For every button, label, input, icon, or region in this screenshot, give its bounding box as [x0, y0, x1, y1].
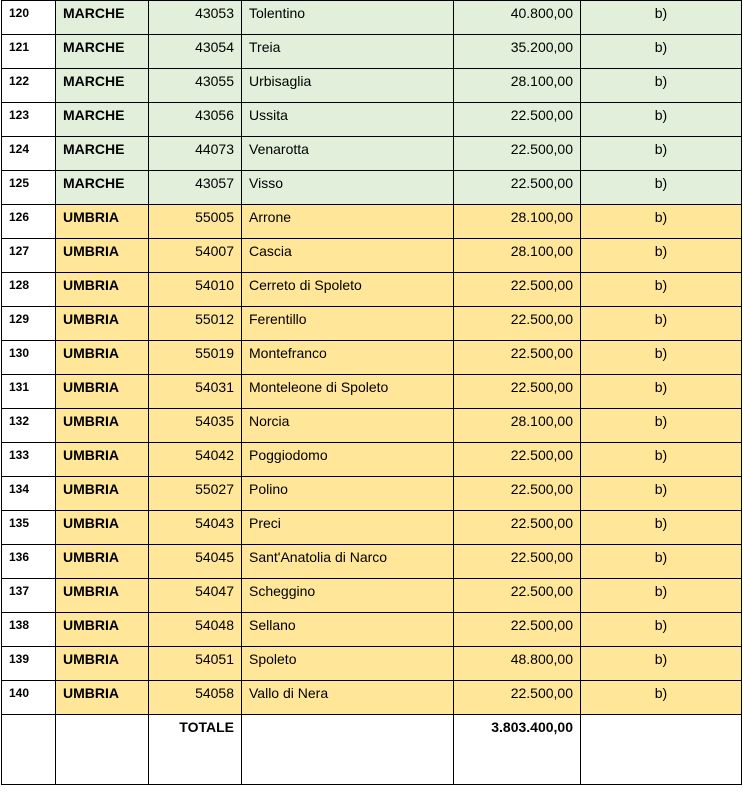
comune-cell: Poggiodomo — [242, 443, 454, 477]
comune-cell: Cerreto di Spoleto — [242, 273, 454, 307]
table-row — [2, 35, 742, 69]
region-cell: UMBRIA — [56, 375, 149, 409]
row-number: 139 — [2, 647, 56, 681]
comune-cell: Ferentillo — [242, 307, 454, 341]
type-cell: b) — [581, 443, 742, 477]
table-row — [2, 103, 742, 137]
region-cell: UMBRIA — [56, 205, 149, 239]
amount-cell: 22.500,00 — [454, 307, 581, 341]
total-num-cell — [2, 715, 56, 785]
type-cell: b) — [581, 307, 742, 341]
row-number: 127 — [2, 239, 56, 273]
amount-cell: 22.500,00 — [454, 477, 581, 511]
table-row — [2, 307, 742, 341]
comune-cell: Monteleone di Spoleto — [242, 375, 454, 409]
table-row — [2, 511, 742, 545]
comune-cell: Vallo di Nera — [242, 681, 454, 715]
amount-cell: 22.500,00 — [454, 579, 581, 613]
region-cell: MARCHE — [56, 137, 149, 171]
type-cell: b) — [581, 239, 742, 273]
region-cell: UMBRIA — [56, 681, 149, 715]
istat-code-cell: 55027 — [149, 477, 242, 511]
table-row — [2, 375, 742, 409]
type-cell: b) — [581, 205, 742, 239]
row-number: 138 — [2, 613, 56, 647]
amount-cell: 22.500,00 — [454, 545, 581, 579]
istat-code-cell: 54010 — [149, 273, 242, 307]
region-cell: UMBRIA — [56, 613, 149, 647]
table-row — [2, 205, 742, 239]
istat-code-cell: 54047 — [149, 579, 242, 613]
istat-code-cell: 54051 — [149, 647, 242, 681]
table-row — [2, 579, 742, 613]
total-amount: 3.803.400,00 — [454, 715, 581, 785]
type-cell: b) — [581, 409, 742, 443]
row-number: 131 — [2, 375, 56, 409]
type-cell: b) — [581, 511, 742, 545]
istat-code-cell: 43057 — [149, 171, 242, 205]
type-cell: b) — [581, 579, 742, 613]
row-number: 124 — [2, 137, 56, 171]
amount-cell: 28.100,00 — [454, 239, 581, 273]
istat-code-cell: 54035 — [149, 409, 242, 443]
region-cell: MARCHE — [56, 103, 149, 137]
row-number: 130 — [2, 341, 56, 375]
table-row — [2, 613, 742, 647]
table-row — [2, 273, 742, 307]
region-cell: UMBRIA — [56, 341, 149, 375]
table-row — [2, 681, 742, 715]
table-row — [2, 1, 742, 35]
total-region-cell — [56, 715, 149, 785]
region-cell: UMBRIA — [56, 545, 149, 579]
amount-cell: 28.100,00 — [454, 409, 581, 443]
region-cell: MARCHE — [56, 35, 149, 69]
table-row — [2, 239, 742, 273]
row-number: 125 — [2, 171, 56, 205]
total-type-cell — [581, 715, 742, 785]
total-comune-cell — [242, 715, 454, 785]
row-number: 132 — [2, 409, 56, 443]
row-number: 134 — [2, 477, 56, 511]
type-cell: b) — [581, 171, 742, 205]
region-cell: MARCHE — [56, 171, 149, 205]
comune-cell: Urbisaglia — [242, 69, 454, 103]
comune-cell: Norcia — [242, 409, 454, 443]
amount-cell: 22.500,00 — [454, 137, 581, 171]
istat-code-cell: 44073 — [149, 137, 242, 171]
table-row — [2, 443, 742, 477]
type-cell: b) — [581, 375, 742, 409]
comune-cell: Spoleto — [242, 647, 454, 681]
type-cell: b) — [581, 545, 742, 579]
comune-cell: Montefranco — [242, 341, 454, 375]
region-cell: UMBRIA — [56, 239, 149, 273]
type-cell: b) — [581, 681, 742, 715]
type-cell: b) — [581, 273, 742, 307]
row-number: 136 — [2, 545, 56, 579]
row-number: 135 — [2, 511, 56, 545]
amount-cell: 35.200,00 — [454, 35, 581, 69]
amount-cell: 22.500,00 — [454, 171, 581, 205]
amount-cell: 22.500,00 — [454, 681, 581, 715]
istat-code-cell: 55019 — [149, 341, 242, 375]
region-cell: UMBRIA — [56, 273, 149, 307]
table-row — [2, 545, 742, 579]
region-cell: UMBRIA — [56, 511, 149, 545]
comune-cell: Treia — [242, 35, 454, 69]
amount-cell: 22.500,00 — [454, 341, 581, 375]
region-cell: UMBRIA — [56, 409, 149, 443]
amount-cell: 22.500,00 — [454, 103, 581, 137]
row-number: 140 — [2, 681, 56, 715]
table-row — [2, 171, 742, 205]
comune-cell: Polino — [242, 477, 454, 511]
type-cell: b) — [581, 477, 742, 511]
comune-cell: Arrone — [242, 205, 454, 239]
istat-code-cell: 43056 — [149, 103, 242, 137]
type-cell: b) — [581, 137, 742, 171]
type-cell: b) — [581, 1, 742, 35]
amount-cell: 22.500,00 — [454, 511, 581, 545]
comune-cell: Sant'Anatolia di Narco — [242, 545, 454, 579]
row-number: 120 — [2, 1, 56, 35]
comune-cell: Visso — [242, 171, 454, 205]
amount-cell: 28.100,00 — [454, 69, 581, 103]
comune-cell: Preci — [242, 511, 454, 545]
amount-cell: 40.800,00 — [454, 1, 581, 35]
istat-code-cell: 55012 — [149, 307, 242, 341]
table-row — [2, 341, 742, 375]
region-cell: MARCHE — [56, 1, 149, 35]
row-number: 126 — [2, 205, 56, 239]
region-cell: UMBRIA — [56, 307, 149, 341]
amount-cell: 22.500,00 — [454, 375, 581, 409]
row-number: 133 — [2, 443, 56, 477]
region-cell: MARCHE — [56, 69, 149, 103]
istat-code-cell: 43055 — [149, 69, 242, 103]
table-row — [2, 647, 742, 681]
type-cell: b) — [581, 69, 742, 103]
istat-code-cell: 43053 — [149, 1, 242, 35]
istat-code-cell: 54031 — [149, 375, 242, 409]
amount-cell: 28.100,00 — [454, 205, 581, 239]
amount-cell: 22.500,00 — [454, 443, 581, 477]
funding-table — [1, 0, 742, 785]
comune-cell: Scheggino — [242, 579, 454, 613]
row-number: 129 — [2, 307, 56, 341]
row-number: 121 — [2, 35, 56, 69]
region-cell: UMBRIA — [56, 579, 149, 613]
istat-code-cell: 55005 — [149, 205, 242, 239]
amount-cell: 48.800,00 — [454, 647, 581, 681]
total-label: TOTALE — [149, 715, 242, 785]
istat-code-cell: 54058 — [149, 681, 242, 715]
table-row — [2, 477, 742, 511]
table-row — [2, 69, 742, 103]
row-number: 137 — [2, 579, 56, 613]
region-cell: UMBRIA — [56, 647, 149, 681]
comune-cell: Ussita — [242, 103, 454, 137]
type-cell: b) — [581, 103, 742, 137]
istat-code-cell: 54045 — [149, 545, 242, 579]
amount-cell: 22.500,00 — [454, 273, 581, 307]
istat-code-cell: 54048 — [149, 613, 242, 647]
type-cell: b) — [581, 647, 742, 681]
istat-code-cell: 43054 — [149, 35, 242, 69]
row-number: 128 — [2, 273, 56, 307]
table-row — [2, 409, 742, 443]
region-cell: UMBRIA — [56, 443, 149, 477]
type-cell: b) — [581, 341, 742, 375]
istat-code-cell: 54042 — [149, 443, 242, 477]
row-number: 122 — [2, 69, 56, 103]
region-cell: UMBRIA — [56, 477, 149, 511]
istat-code-cell: 54043 — [149, 511, 242, 545]
comune-cell: Cascia — [242, 239, 454, 273]
comune-cell: Venarotta — [242, 137, 454, 171]
comune-cell: Tolentino — [242, 1, 454, 35]
type-cell: b) — [581, 613, 742, 647]
comune-cell: Sellano — [242, 613, 454, 647]
type-cell: b) — [581, 35, 742, 69]
amount-cell: 22.500,00 — [454, 613, 581, 647]
table-row — [2, 137, 742, 171]
row-number: 123 — [2, 103, 56, 137]
total-row — [2, 715, 742, 785]
istat-code-cell: 54007 — [149, 239, 242, 273]
table-body — [2, 1, 742, 785]
